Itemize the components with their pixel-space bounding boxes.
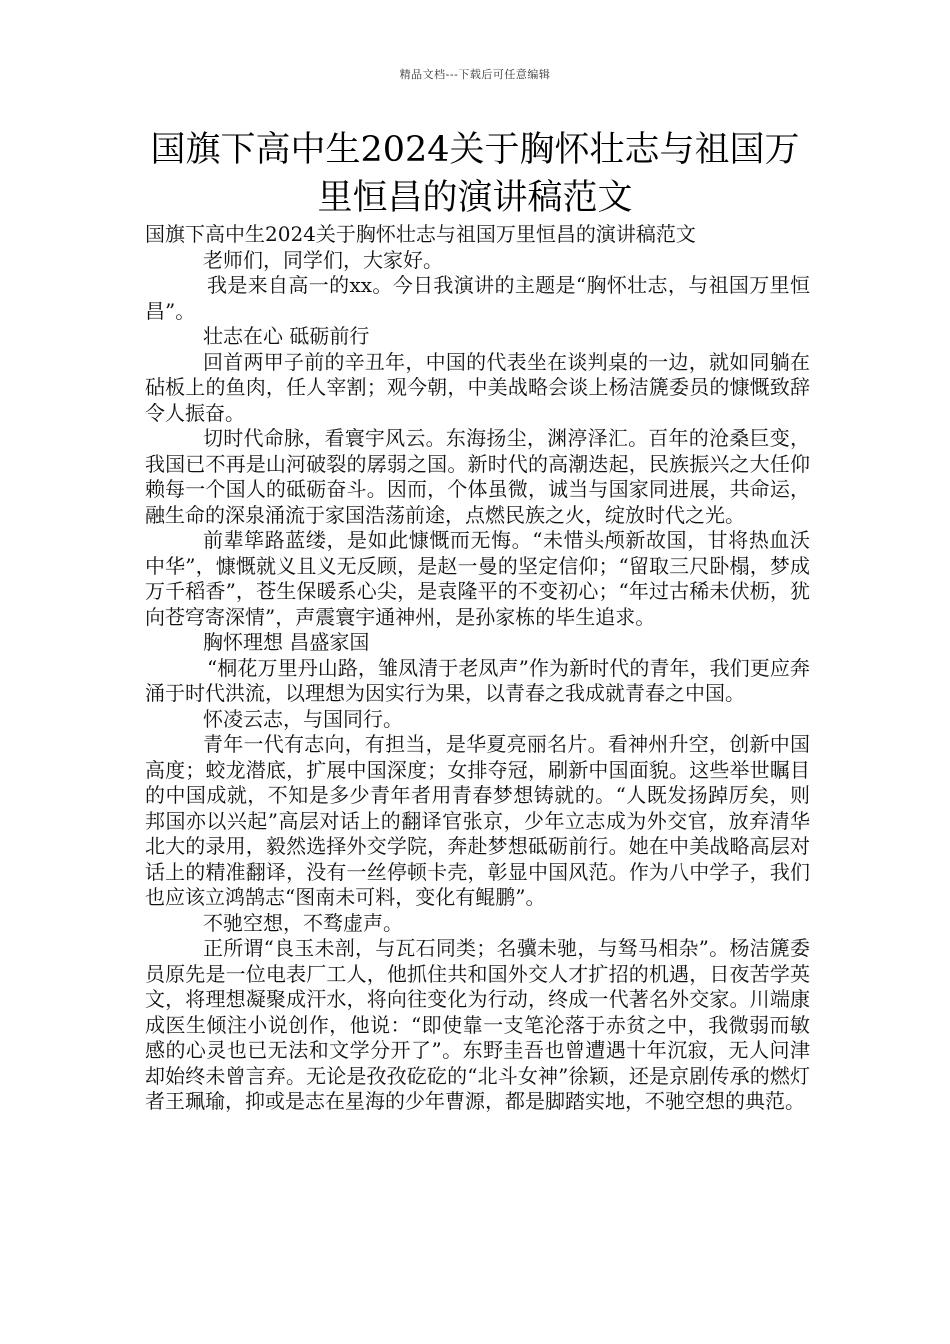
paragraph-subheading: 怀凌云志，与国同行。 bbox=[203, 706, 403, 731]
document-title: 国旗下高中生2024关于胸怀壮志与祖国万里恒昌的演讲稿范文 bbox=[150, 130, 800, 218]
section-heading-1: 壮志在心 砥砺前行 bbox=[203, 324, 370, 348]
paragraph: 回首两甲子前的辛丑年，中国的代表坐在谈判桌的一边，就如同躺在砧板上的鱼肉，任人宰割；观今朝，中美战略会谈上杨洁篪委员的慷慨致辞令人振奋。 bbox=[145, 349, 810, 425]
document-body bbox=[145, 222, 810, 1115]
section-heading-2: 胸怀理想 昌盛家国 bbox=[203, 630, 370, 654]
paragraph-intro: 我是来自高一的xx。今日我演讲的主题是“胸怀壮志，与祖国万里恒昌”。 bbox=[145, 273, 810, 323]
paragraph-subheading: 不驰空想，不骛虚声。 bbox=[203, 910, 403, 935]
paragraph: 前辈筚路蓝缕，是如此慷慨而无悔。“未惜头颅新故国，甘将热血沃中华”，慷慨就义且义无反顾，是赵一曼的坚定信仰；“留取三尺卧榻，梦成万千稻香”，苍生保暖系心尖，是袁隆平的不变初心；“年过古稀未伏枥，犹向苍穹寄深情”，声震寰宇通神州，是孙家栋的毕生追求。 bbox=[145, 528, 810, 629]
paragraph-subtitle: 国旗下高中生2024关于胸怀壮志与祖国万里恒昌的演讲稿范文 bbox=[145, 222, 696, 246]
paragraph: “桐花万里丹山路，雏凤清于老凤声”作为新时代的青年，我们更应奔涌于时代洪流，以理想为因实行为果，以青春之我成就青春之中国。 bbox=[145, 655, 810, 705]
paragraph: 切时代命脉，看寰宇风云。东海扬尘，渊渟泽汇。百年的沧桑巨变，我国已不再是山河破裂的孱弱之国。新时代的高潮迭起，民族振兴之大任仰赖每一个国人的砥砺奋斗。因而，个体虽微，诚当与国家同进展，共命运，融生命的深泉涌流于家国浩荡前途，点燃民族之火，绽放时代之光。 bbox=[145, 426, 810, 527]
paragraph-greeting: 老师们，同学们，大家好。 bbox=[203, 247, 443, 272]
paragraph: 青年一代有志向，有担当，是华夏亮丽名片。看神州升空，创新中国高度；蛟龙潜底，扩展中国深度；女排夺冠，刷新中国面貌。这些举世瞩目的中国成就，不知是多少青年者用青春梦想铸就的。“人既发扬踔厉矣，则邦国亦以兴起”高层对话上的翻译官张京，少年立志成为外交官，放弃清华北大的录用，毅然选择外交学院，奔赴梦想砥砺前行。她在中美战略高层对话上的精准翻译，没有一丝停顿卡壳，彰显中国风范。作为八中学子，我们也应该立鸿鹄志“图南未可料，变化有鲲鹏”。 bbox=[145, 732, 810, 909]
page-header: 精品文档---下载后可任意编辑 bbox=[399, 68, 551, 81]
paragraph: 正所谓“良玉未剖，与瓦石同类；名骥未驰，与驽马相杂”。杨洁篪委员原先是一位电表厂工人，他抓住共和国外交人才扩招的机遇，日夜苦学英文，将理想凝聚成汗水，将向往变化为行动，终成一代著名外交家。川端康成医生倾注小说创作，他说：“即使靠一支笔沦落于赤贫之中，我微弱而敏感的心灵也已无法和文学分开了”。东野圭吾也曾遭遇十年沉寂，无人问津却始终未曾言弃。无论是孜孜矻矻的“北斗女神”徐颖，还是京剧传承的燃灯者王珮瑜，抑或是志在星海的少年曹源，都是脚踏实地，不驰空想的典范。 bbox=[145, 936, 810, 1113]
